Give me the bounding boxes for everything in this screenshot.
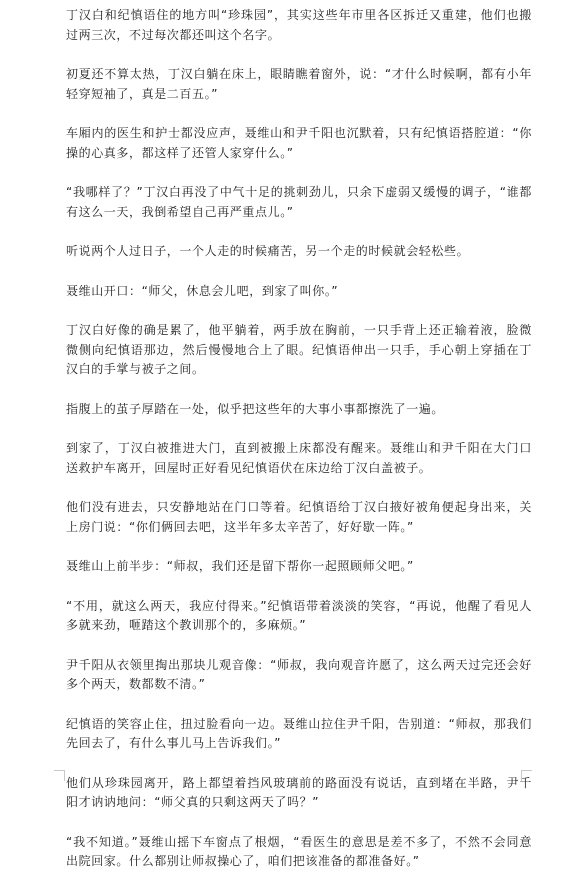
crop-mark-bottom-left (54, 770, 65, 781)
paragraph: 他们从珍珠园离开，路上都望着挡风玻璃前的路面没有说话，直到堵在半路，尹千阳才讷讷地问：“师父真的只剩这两天了吗？” (66, 775, 532, 809)
paragraph: 聂维山开口：“师父，休息会儿吧，到家了叫你。” (66, 283, 339, 298)
paragraph: 聂维山上前半步：“师叔，我们还是留下帮你一起照顾师父吧。” (66, 559, 414, 573)
paragraph: 车厢内的医生和护士都没应声，聂维山和尹千阳也沉默着，只有纪慎语搭腔道：“你操的心真多，都这样了还管人家穿什么。” (66, 126, 532, 160)
paragraph: 丁汉白和纪慎语住的地方叫“珍珠园”，其实这些年市里各区拆迁又重建，他们也搬过两三次，不过每次都还叫这个名字。 (66, 8, 532, 42)
paragraph: 他们没有进去，只安静地站在门口等着。纪慎语给丁汉白掖好被角便起身出来，关上房门说：“你们俩回去吧，这半年多太辛苦了，好好歇一阵。” (66, 500, 532, 534)
paragraph: 听说两个人过日子，一个人走的时候痛苦，另一个走的时候就会轻松些。 (66, 244, 470, 258)
crop-mark-bottom-right (521, 770, 532, 781)
paragraph: 初夏还不算太热，丁汉白躺在床上，眼睛瞧着窗外，说：“才什么时候啊，都有小年轻穿短袖了，真是二百五。” (66, 67, 532, 101)
paragraph: 指腹上的茧子厚踏在一处，似乎把这些年的大事小事都擦洗了一遍。 (66, 401, 445, 416)
paragraph: 尹千阳从衣领里掏出那块儿观音像：“师叔，我向观音许愿了，这么两天过完还会好多个两天，数都数不清。” (66, 657, 532, 691)
paragraph: 丁汉白好像的确是累了，他平躺着，两手放在胸前，一只手背上还正输着液，脸微微侧向纪慎语那边，然后慢慢地合上了眼。纪慎语伸出一只手，手心朝上穿插在丁汉白的手掌与被子之间。 (66, 323, 532, 376)
paragraph: “我哪样了？”丁汉白再没了中气十足的挑刺劲儿，只余下虚弱又缓慢的调子，“谁都有这么一天，我倒希望自己再严重点儿。” (66, 185, 532, 219)
paragraph: “我不知道。”聂维山摇下车窗点了根烟，“看医生的意思是差不多了，不然不会同意出院回家。什么都别让师叔操心了，咱们把该准备的都准备好。” (66, 834, 532, 868)
paragraph: 到家了，丁汉白被推进大门，直到被搬上床都没有醒来。聂维山和尹千阳在大门口送救护车离开，回屋时正好看见纪慎语伏在床边给丁汉白盖被子。 (66, 441, 532, 475)
paragraph: 纪慎语的笑容止住，扭过脸看向一边。聂维山拉住尹千阳，告别道：“师叔，那我们先回去了，有什么事儿马上告诉我们。” (66, 716, 532, 750)
document-body (66, 6, 532, 892)
paragraph: “不用，就这么两天，我应付得来。”纪慎语带着淡淡的笑容，“再说，他醒了看见人多就来劲，咂踏这个教训那个的，多麻烦。” (66, 598, 532, 632)
